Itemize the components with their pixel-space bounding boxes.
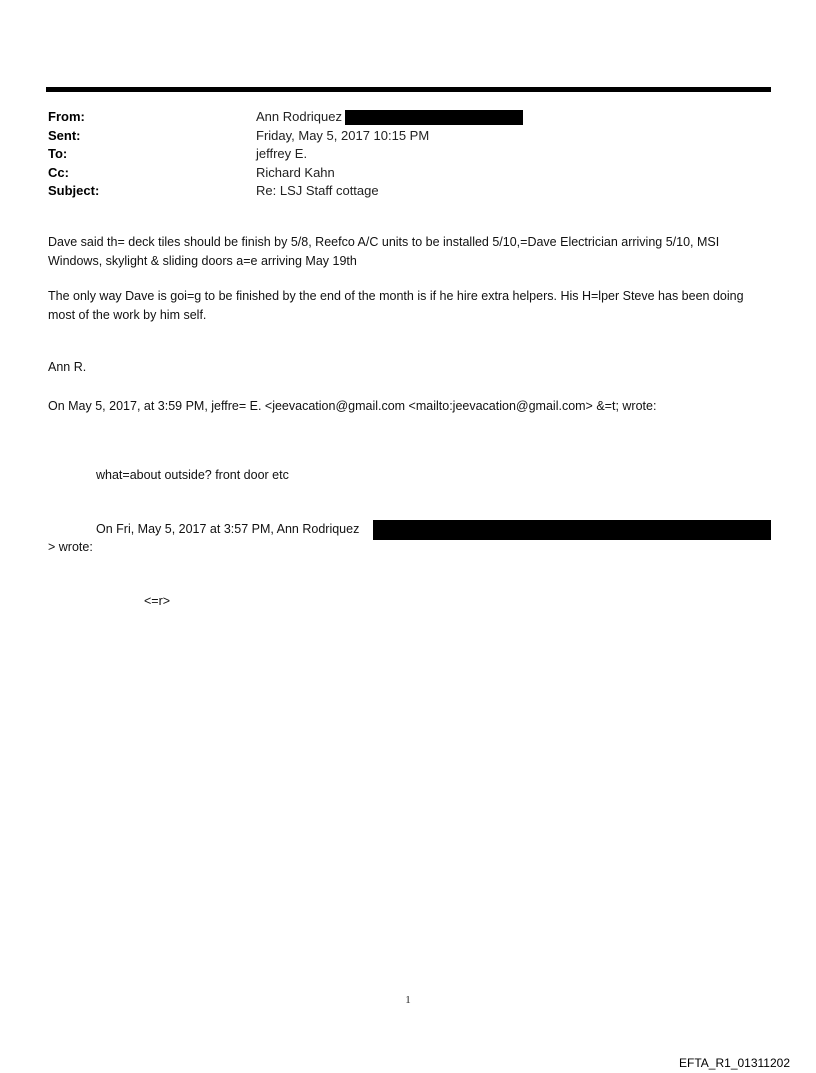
top-divider bbox=[46, 87, 771, 92]
to-value: jeffrey E. bbox=[256, 146, 308, 161]
quoted-message-2: <=r> bbox=[144, 594, 171, 608]
subject-label: Subject: bbox=[48, 183, 100, 198]
cc-value: Richard Kahn bbox=[256, 164, 335, 180]
from-name: Ann Rodriquez bbox=[256, 109, 342, 124]
to-row bbox=[48, 145, 770, 164]
sent-label: Sent: bbox=[48, 127, 81, 143]
from-label: From: bbox=[48, 109, 85, 124]
body-paragraph-1: Dave said th= deck tiles should be finish by 5/8, Reefco A/C units to be installed 5/10,=Dave Electrician arriving 5/10, MSI Windows, skylight & sliding doors a=e arriving May 19th bbox=[48, 235, 720, 268]
sent-value: Friday, May 5, 2017 10:15 PM bbox=[256, 127, 430, 143]
signature: Ann R. bbox=[48, 360, 87, 374]
cc-label: Cc: bbox=[48, 164, 69, 180]
redaction-block bbox=[345, 110, 523, 125]
quoted-message-1: what=about outside? front door etc bbox=[96, 468, 289, 482]
redaction-block bbox=[373, 520, 771, 540]
from-row bbox=[48, 108, 770, 127]
page-number: 1 bbox=[405, 994, 411, 1006]
sent-row bbox=[48, 127, 770, 146]
body-paragraph-2: The only way Dave is goi=g to be finished by the end of the month is if he hire extra helpers. His H=lper Steve has been doing most of the work by him self. bbox=[48, 289, 744, 322]
cc-row bbox=[48, 164, 770, 183]
subject-row bbox=[48, 182, 770, 201]
subject-value: Re: LSJ Staff cottage bbox=[256, 183, 379, 198]
email-header bbox=[48, 108, 770, 201]
bates-number: EFTA_R1_01311202 bbox=[679, 1056, 790, 1070]
quoted-reply-header: On Fri, May 5, 2017 at 3:57 PM, Ann Rodriquez bbox=[96, 522, 360, 536]
quoted-reply-wrote: > wrote: bbox=[48, 540, 93, 554]
from-value bbox=[256, 108, 523, 127]
to-label: To: bbox=[48, 146, 68, 161]
reply-header: On May 5, 2017, at 3:59 PM, jeffre= E. <jeevacation@gmail.com <mailto:jeevacation@gmail.com> &=t; wrote: bbox=[48, 399, 657, 413]
